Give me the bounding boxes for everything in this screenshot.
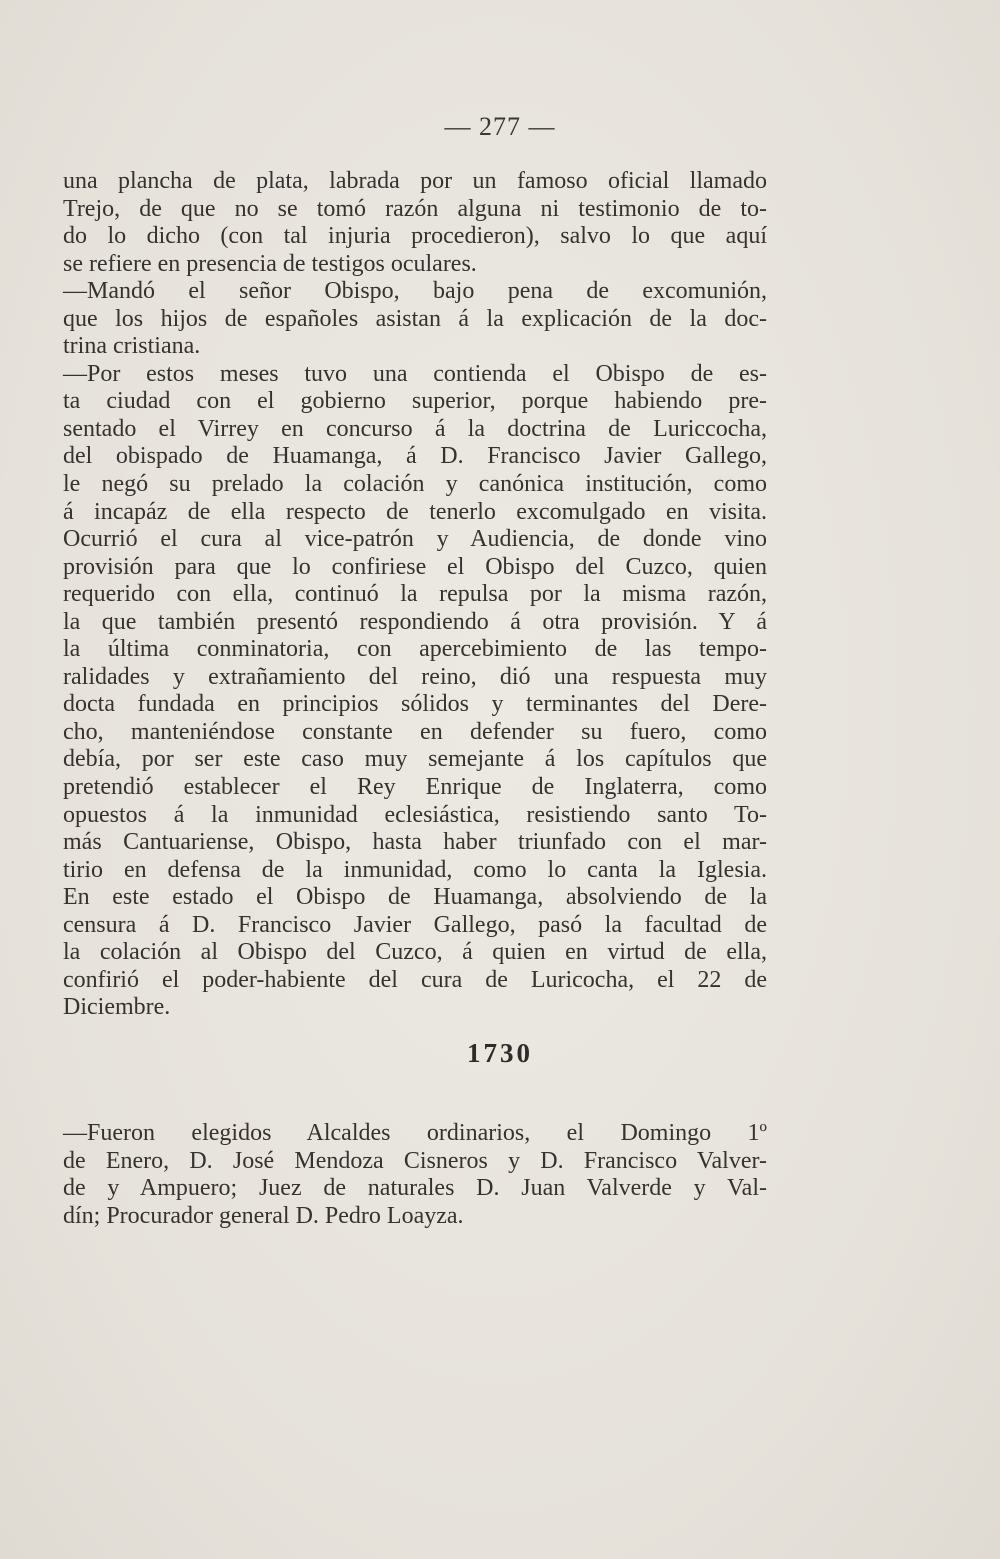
text-line: tirio en defensa de la inmunidad, como lo canta la Iglesia. [63, 856, 767, 883]
text-line: debía, por ser este caso muy semejante á los capítulos que [63, 746, 767, 773]
text-line: de y Ampuero; Juez de naturales D. Juan Valverde y Val- [63, 1175, 767, 1202]
text-line: —Por estos meses tuvo una contienda el Obispo de es- [63, 360, 767, 387]
text-line: más Cantuariense, Obispo, hasta haber triunfado con el mar- [63, 829, 767, 856]
text-line: requerido con ella, continuó la repulsa por la misma razón, [63, 581, 767, 608]
text-line: del obispado de Huamanga, á D. Francisco Javier Gallego, [63, 443, 767, 470]
text-line: de Enero, D. José Mendoza Cisneros y D. Francisco Valver- [63, 1147, 767, 1174]
text-line: la colación al Obispo del Cuzco, á quien en virtud de ella, [63, 939, 767, 966]
text-line: pretendió establecer el Rey Enrique de Inglaterra, como [63, 774, 767, 801]
text-line: En este estado el Obispo de Huamanga, absolviendo de la [63, 884, 767, 911]
text-line: se refiere en presencia de testigos oculares. [63, 250, 477, 277]
text-line: confirió el poder-habiente del cura de Luricocha, el 22 de [63, 966, 767, 993]
text-line: ta ciudad con el gobierno superior, porque habiendo pre- [63, 388, 767, 415]
text-line: Diciembre. [63, 994, 171, 1021]
text-line: que los hijos de españoles asistan á la explicación de la doc- [63, 305, 767, 332]
year-heading: 1730 [467, 1038, 533, 1068]
text-line: cho, manteniéndose constante en defender su fuero, como [63, 718, 767, 745]
text-line: ralidades y extrañamiento del reino, dió una respuesta muy [63, 663, 767, 690]
text-line: —Mandó el señor Obispo, bajo pena de excomunión, [63, 278, 767, 305]
text-line: sentado el Virrey en concurso á la doctrina de Luriccocha, [63, 415, 767, 442]
text-line: dín; Procurador general D. Pedro Loayza. [63, 1202, 464, 1229]
page-number: — 277 — [444, 112, 556, 141]
text-line: Ocurrió el cura al vice-patrón y Audiencia, de donde vino [63, 526, 767, 553]
year-1730-text-block [63, 1120, 767, 1230]
main-text-block [63, 168, 767, 1022]
text-line: provisión para que lo confiriese el Obispo del Cuzco, quien [63, 553, 767, 580]
text-line: —Fueron elegidos Alcaldes ordinarios, el Domingo 1º [63, 1120, 767, 1146]
text-line: la última conminatoria, con apercebimiento de las tempo- [63, 636, 767, 663]
text-line: docta fundada en principios sólidos y terminantes del Dere- [63, 691, 767, 718]
text-line: una plancha de plata, labrada por un famoso oficial llamado [63, 168, 767, 194]
text-line: Trejo, de que no se tomó razón alguna ni testimonio de to- [63, 195, 767, 222]
text-line: trina cristiana. [63, 333, 201, 360]
text-line: do lo dicho (con tal injuria procedieron), salvo lo que aquí [63, 223, 767, 250]
text-line: opuestos á la inmunidad eclesiástica, resistiendo santo To- [63, 801, 767, 828]
text-line: á incapáz de ella respecto de tenerlo excomulgado en visita. [63, 498, 767, 525]
text-line: censura á D. Francisco Javier Gallego, pasó la facultad de [63, 911, 767, 938]
text-line: la que también presentó respondiendo á otra provisión. Y á [63, 608, 767, 635]
text-line: le negó su prelado la colación y canónica institución, como [63, 471, 767, 498]
